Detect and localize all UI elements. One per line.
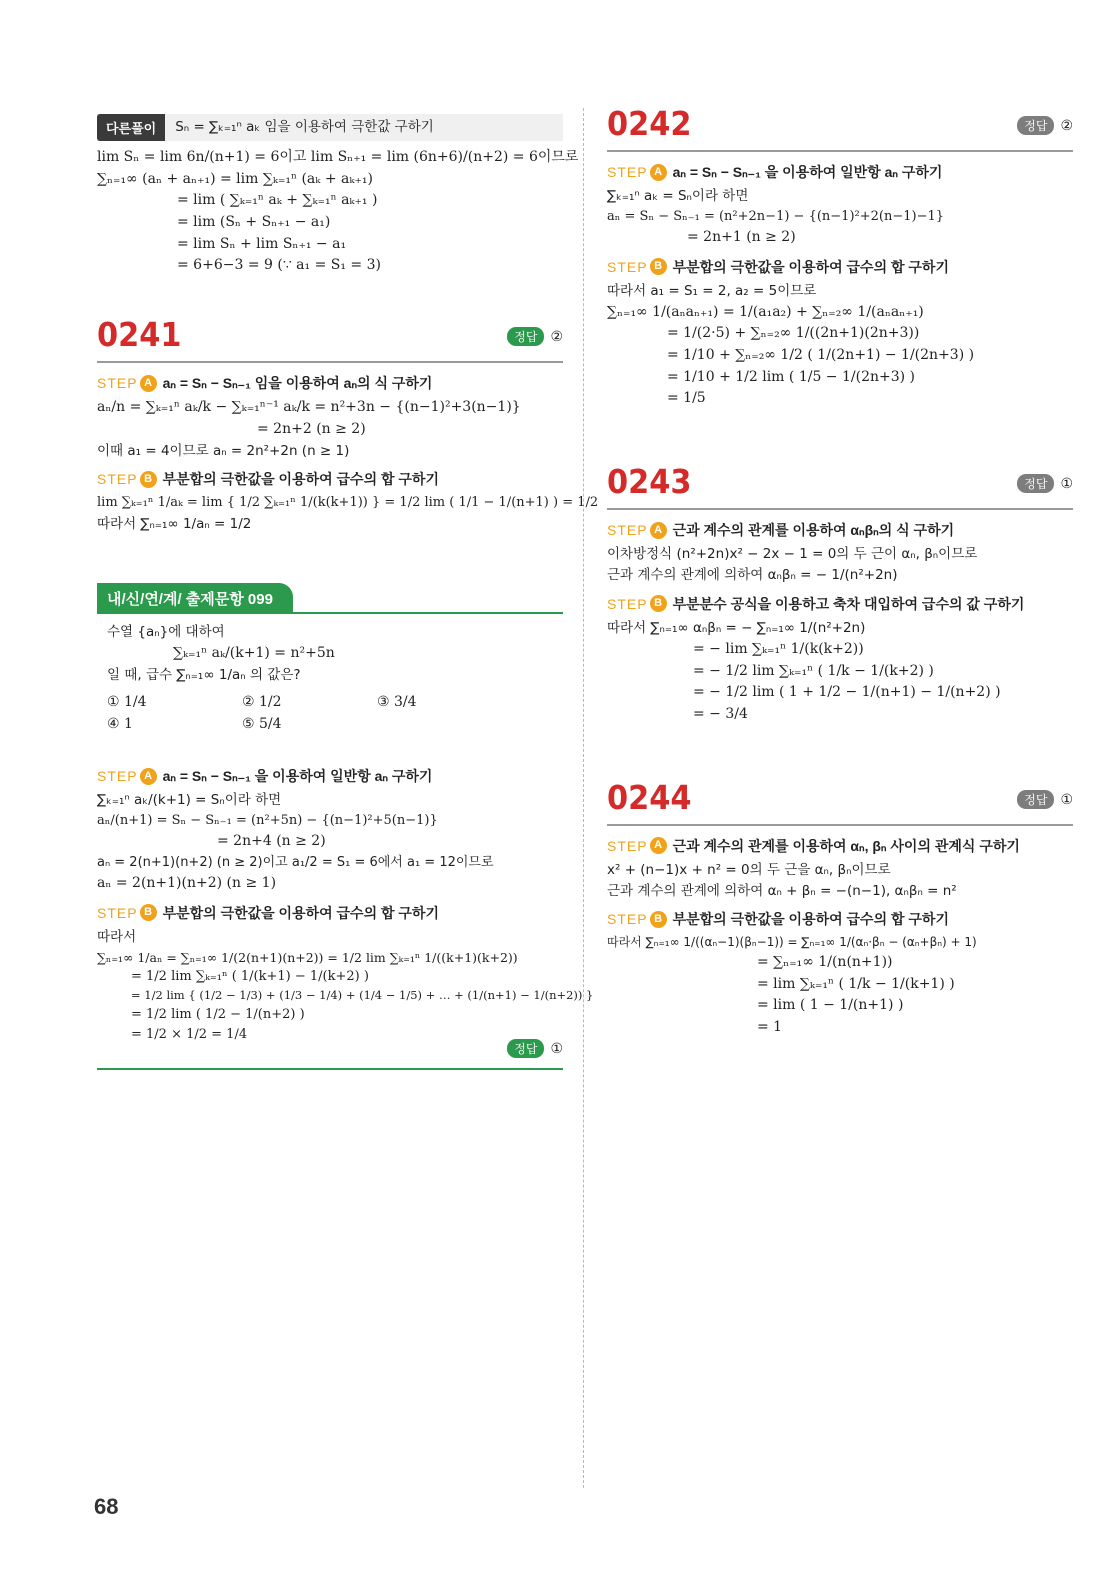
problem-number: 0241 xyxy=(97,315,182,355)
linked-question xyxy=(97,582,594,1070)
choices xyxy=(97,694,563,732)
step-b-label: 부분분수 공식을 이용하고 축차 대입하여 급수의 값 구하기 xyxy=(672,595,1025,612)
math-line: = 1 xyxy=(757,1019,783,1036)
alt-solution-title: Sₙ = ∑ₖ₌₁ⁿ aₖ 임을 이용하여 극한값 구하기 xyxy=(175,119,434,136)
step-a: STEP A aₙ = Sₙ − Sₙ₋₁ 을 이용하여 일반항 aₙ 구하기 xyxy=(607,164,943,180)
alt-line-1: lim Sₙ = lim 6n/(n+1) = 6이고 lim Sₙ₊₁ = lim (6n+6)/(n+2) = 6이므로 xyxy=(97,149,579,165)
math-line: = − 1/2 lim ( 1 + 1/2 − 1/(n+1) − 1/(n+2) ) xyxy=(693,684,1001,701)
linked-bottom-rule xyxy=(97,1068,563,1070)
step-b-label: 부분합의 극한값을 이용하여 급수의 합 구하기 xyxy=(672,911,949,928)
problem-number: 0242 xyxy=(607,104,692,143)
alt-line-4: = lim (Sₙ + Sₙ₊₁ − a₁) xyxy=(177,214,331,231)
math-line: = 1/5 xyxy=(667,390,706,407)
step-a-label: 근과 계수의 관계를 이용하여 αₙβₙ의 식 구하기 xyxy=(672,522,955,539)
page-number: 68 xyxy=(94,1494,119,1519)
alt-line-5: = lim Sₙ + lim Sₙ₊₁ − a₁ xyxy=(177,235,347,252)
step-b: STEP B 부분합의 극한값을 이용하여 급수의 합 구하기 xyxy=(607,911,949,928)
math-line: = lim ∑ₖ₌₁ⁿ ( 1/k − 1/(k+1) ) xyxy=(757,975,955,992)
question-text: 수열 {aₙ}에 대하여 xyxy=(107,624,225,641)
math-line: 근과 계수의 관계에 의하여 αₙβₙ = − 1/(n²+2n) xyxy=(607,567,898,584)
math-line: = − lim ∑ₖ₌₁ⁿ 1/(k(k+2)) xyxy=(693,640,864,657)
right-column xyxy=(607,104,1073,1039)
column-divider xyxy=(583,108,584,1488)
step-b-label: 부분합의 극한값을 이용하여 급수의 합 구하기 xyxy=(162,471,439,488)
problem-0242-header xyxy=(607,104,1073,152)
math-line: = 1/2 lim ( 1/2 − 1/(n+2) ) xyxy=(131,1006,305,1022)
problem-0243 xyxy=(607,462,1073,726)
math-line: ∑ₖ₌₁ⁿ aₖ = Sₙ이라 하면 xyxy=(607,188,749,204)
math-line: aₙ = Sₙ − Sₙ₋₁ = (n²+2n−1) − {(n−1)²+2(n−1)−1} xyxy=(607,208,945,224)
alt-solution-tag: 다른풀이 xyxy=(97,114,165,141)
math-line: = 1/2 lim ∑ₖ₌₁ⁿ ( 1/(k+1) − 1/(k+2) ) xyxy=(131,968,369,984)
math-line: ∑ₙ₌₁∞ 1/aₙ = ∑ₙ₌₁∞ 1/(2(n+1)(n+2)) = 1/2 lim ∑ₖ₌₁ⁿ 1/((k+1)(k+2)) xyxy=(97,949,518,965)
problem-0243-header xyxy=(607,462,1073,510)
problem-number: 0244 xyxy=(607,777,692,817)
alt-line-3: = lim ( ∑ₖ₌₁ⁿ aₖ + ∑ₖ₌₁ⁿ aₖ₊₁ ) xyxy=(177,192,378,209)
choice-2[interactable]: ② 1/2 xyxy=(242,694,282,711)
math-line: x² + (n−1)x + n² = 0의 두 근을 αₙ, βₙ이므로 xyxy=(607,861,891,878)
problem-0242 xyxy=(607,104,1073,410)
math-line: aₙ = 2(n+1)(n+2) (n ≥ 1) xyxy=(97,874,277,891)
step-a: STEP A aₙ = Sₙ − Sₙ₋₁ 을 이용하여 일반항 aₙ 구하기 xyxy=(97,768,433,785)
step-b: STEP B 부분분수 공식을 이용하고 축차 대입하여 급수의 값 구하기 xyxy=(607,595,1025,612)
math-line: ∑ₙ₌₁∞ 1/(aₙaₙ₊₁) = 1/(a₁a₂) + ∑ₙ₌₂∞ 1/(aₙaₙ₊₁) xyxy=(607,303,924,320)
math-line: aₙ/(n+1) = Sₙ − Sₙ₋₁ = (n²+5n) − {(n−1)²+5(n−1)} xyxy=(97,812,438,828)
choice-3[interactable]: ③ 3/4 xyxy=(377,694,417,711)
question-text: 일 때, 급수 ∑ₙ₌₁∞ 1/aₙ 의 값은? xyxy=(107,667,301,684)
step-a-label: 근과 계수의 관계를 이용하여 αₙ, βₙ 사이의 관계식 구하기 xyxy=(672,837,1020,854)
math-line: 따라서 a₁ = S₁ = 2, a₂ = 5이므로 xyxy=(607,282,817,299)
math-line: = 1/10 + 1/2 lim ( 1/5 − 1/(2n+3) ) xyxy=(667,368,916,385)
left-column xyxy=(97,114,599,1070)
linked-banner-label: 내/신/연/계/ 출제문항 099 xyxy=(97,583,293,614)
math-line: 따라서 ∑ₙ₌₁∞ 1/aₙ = 1/2 xyxy=(97,515,252,532)
math-line: 근과 계수의 관계에 의하여 αₙ + βₙ = −(n−1), αₙβₙ = n² xyxy=(607,882,957,899)
step-b-label: 부분합의 극한값을 이용하여 급수의 합 구하기 xyxy=(162,904,439,921)
problem-0241 xyxy=(97,315,599,534)
problem-0241-header xyxy=(97,315,563,363)
step-b: STEP B 부분합의 극한값을 이용하여 급수의 합 구하기 xyxy=(607,258,949,275)
choice-4[interactable]: ④ 1 xyxy=(107,716,133,733)
math-line: 따라서 xyxy=(97,928,137,945)
math-line: = − 3/4 xyxy=(693,705,748,722)
math-line: aₙ = 2(n+1)(n+2) (n ≥ 2)이고 a₁/2 = S₁ = 6에서 a₁ = 12이므로 xyxy=(97,854,494,870)
math-line: aₙ/n = ∑ₖ₌₁ⁿ aₖ/k − ∑ₖ₌₁ⁿ⁻¹ aₖ/k = n²+3n − {(n−1)²+3(n−1)} xyxy=(97,399,521,416)
math-line: 따라서 ∑ₙ₌₁∞ αₙβₙ = − ∑ₙ₌₁∞ 1/(n²+2n) xyxy=(607,619,866,636)
math-line: = − 1/2 lim ∑ₖ₌₁ⁿ ( 1/k − 1/(k+2) ) xyxy=(693,662,934,679)
math-line: = 2n+2 (n ≥ 2) xyxy=(257,420,366,437)
math-line: = 2n+1 (n ≥ 2) xyxy=(687,229,796,246)
math-line: 이차방정식 (n²+2n)x² − 2x − 1 = 0의 두 근이 αₙ, βₙ이므로 xyxy=(607,546,978,563)
step-a: STEP A 근과 계수의 관계를 이용하여 αₙ, βₙ 사이의 관계식 구하기 xyxy=(607,837,1020,854)
math-line: 이때 a₁ = 4이므로 aₙ = 2n²+2n (n ≥ 1) xyxy=(97,442,350,459)
math-line: = 1/2 lim { (1/2 − 1/3) + (1/3 − 1/4) + (1/4 − 1/5) + … + (1/(n+1) − 1/(n+2)) } xyxy=(131,988,594,1003)
answer-badge: 정답 ① xyxy=(1017,474,1073,493)
step-a-label: aₙ = Sₙ − Sₙ₋₁ 임을 이용하여 aₙ의 식 구하기 xyxy=(162,375,433,392)
math-line: lim ∑ₖ₌₁ⁿ 1/aₖ = lim { 1/2 ∑ₖ₌₁ⁿ 1/(k(k+1)) } = 1/2 lim ( 1/1 − 1/(n+1) ) = 1/2 xyxy=(97,495,599,511)
math-line: = lim ( 1 − 1/(n+1) ) xyxy=(757,997,904,1014)
math-line: 따라서 ∑ₙ₌₁∞ 1/((αₙ−1)(βₙ−1)) = ∑ₙ₌₁∞ 1/(αₙ·βₙ − (αₙ+βₙ) + 1) xyxy=(607,935,977,950)
problem-0244 xyxy=(607,777,1073,1039)
answer-badge: 정답 ② xyxy=(1017,116,1073,135)
answer-badge: 정답 ① xyxy=(97,1039,563,1058)
math-line: = 2n+4 (n ≥ 2) xyxy=(217,833,326,850)
math-line: = 1/10 + ∑ₙ₌₂∞ 1/2 ( 1/(2n+1) − 1/(2n+3) ) xyxy=(667,347,975,364)
problem-number: 0243 xyxy=(607,462,692,502)
question-formula: ∑ₖ₌₁ⁿ aₖ/(k+1) = n²+5n xyxy=(173,645,335,662)
problem-0244-header xyxy=(607,777,1073,826)
linked-banner xyxy=(97,582,563,614)
step-b: STEP B 부분합의 극한값을 이용하여 급수의 합 구하기 xyxy=(97,904,439,921)
choice-1[interactable]: ① 1/4 xyxy=(107,694,147,711)
math-line: = 1/2 × 1/2 = 1/4 xyxy=(131,1026,248,1042)
step-a: STEP A 근과 계수의 관계를 이용하여 αₙβₙ의 식 구하기 xyxy=(607,522,955,539)
choice-5[interactable]: ⑤ 5/4 xyxy=(242,716,282,733)
alt-solution-header xyxy=(97,114,563,141)
alt-line-6: = 6+6−3 = 9 (∵ a₁ = S₁ = 3) xyxy=(177,257,381,274)
math-line: = 1/(2·5) + ∑ₙ₌₂∞ 1/((2n+1)(2n+3)) xyxy=(667,325,920,342)
answer-badge: 정답 ② xyxy=(507,327,563,346)
math-line: = ∑ₙ₌₁∞ 1/(n(n+1)) xyxy=(757,954,893,971)
step-b: STEP B 부분합의 극한값을 이용하여 급수의 합 구하기 xyxy=(97,471,439,488)
answer-badge: 정답 ① xyxy=(1017,790,1073,809)
alt-solution xyxy=(97,114,579,277)
step-a-label: aₙ = Sₙ − Sₙ₋₁ 을 이용하여 일반항 aₙ 구하기 xyxy=(672,164,943,180)
math-line: ∑ₖ₌₁ⁿ aₖ/(k+1) = Sₙ이라 하면 xyxy=(97,792,282,809)
step-a: STEP A aₙ = Sₙ − Sₙ₋₁ 임을 이용하여 aₙ의 식 구하기 xyxy=(97,375,433,392)
step-b-label: 부분합의 극한값을 이용하여 급수의 합 구하기 xyxy=(672,258,949,275)
step-a-label: aₙ = Sₙ − Sₙ₋₁ 을 이용하여 일반항 aₙ 구하기 xyxy=(162,768,433,785)
alt-line-2: ∑ₙ₌₁∞ (aₙ + aₙ₊₁) = lim ∑ₖ₌₁ⁿ (aₖ + aₖ₊₁) xyxy=(97,170,373,187)
